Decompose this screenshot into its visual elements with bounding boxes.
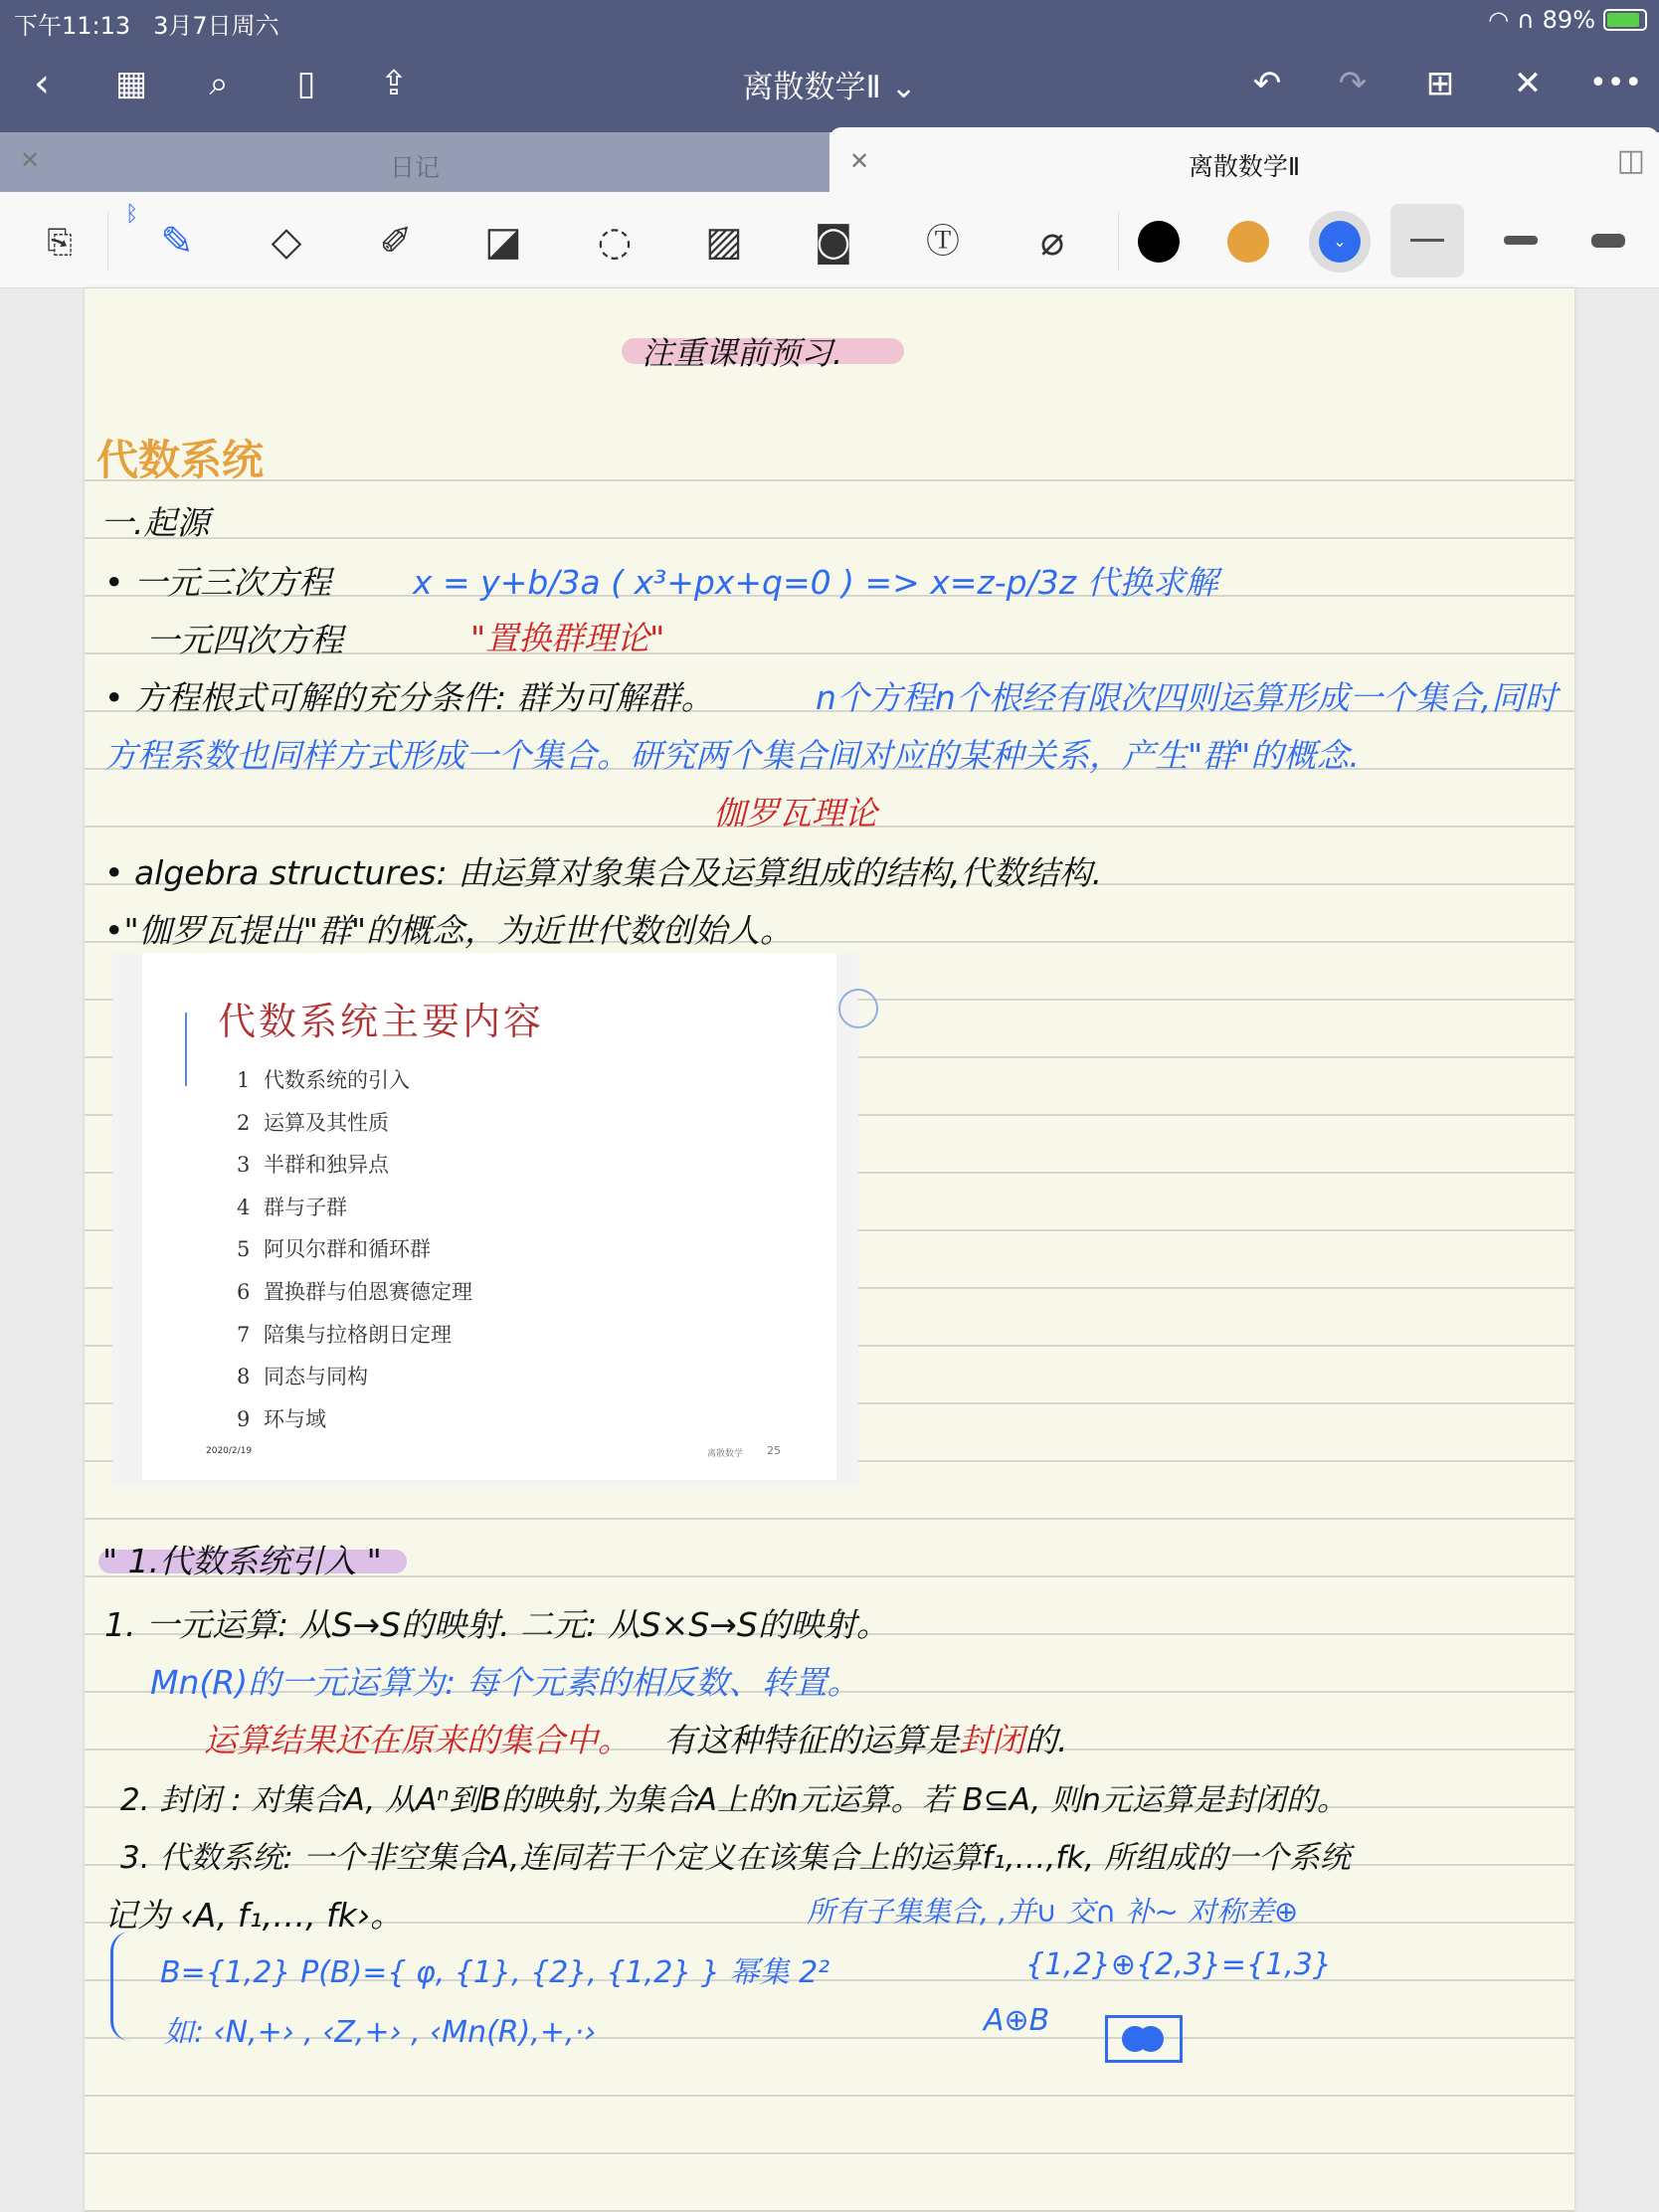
note-line: A⊕B: [984, 2003, 1050, 2038]
note-text: 的.: [1024, 1721, 1068, 1759]
section-heading: 代数系统: [96, 436, 265, 484]
laser-pointer-icon[interactable]: ⌀: [1039, 219, 1065, 265]
slide-item-text: 同态与同构: [264, 1365, 368, 1389]
shapes-tool-icon[interactable]: ◪: [484, 219, 522, 265]
slide-item-text: 运算及其性质: [264, 1110, 389, 1135]
undo-icon[interactable]: ↶: [1252, 64, 1282, 103]
slide-item-text: 环与域: [264, 1406, 326, 1431]
slide-item: [237, 1192, 347, 1221]
share-icon[interactable]: ⇪: [379, 64, 409, 103]
slide-item-text: 群与子群: [264, 1195, 347, 1219]
slide-item-number: 7: [237, 1322, 251, 1347]
slide-item: [237, 1064, 410, 1094]
note-line: 一元四次方程: [146, 621, 343, 659]
date: 3月7日周六: [153, 12, 279, 40]
wifi-icon: ◠: [1488, 6, 1510, 34]
note-line: {1,2}⊕{2,3}={1,3}: [1025, 1947, 1332, 1982]
status-time: [14, 6, 279, 41]
slide-item-text: 代数系统的引入: [264, 1068, 410, 1092]
highlighter-tool-icon[interactable]: ✐: [379, 219, 413, 265]
more-icon[interactable]: •••: [1589, 66, 1643, 100]
slide-page-number: 25: [767, 1444, 781, 1457]
add-page-icon[interactable]: ⊞: [1425, 64, 1455, 103]
note-line: 2. 封闭 : 对集合A, 从Aⁿ到B的映射,为集合A上的n元运算。若 B⊆A, 则n元运算是封闭的。: [120, 1782, 1348, 1818]
slide-title: 代数系统主要内容: [218, 1000, 545, 1043]
ruled-line: [85, 537, 1574, 539]
note-line: Mn(R)的一元运算为: 每个元素的相反数、转置。: [150, 1663, 860, 1702]
note-line: n个方程n个根经有限次四则运算形成一个集合,同时: [816, 678, 1558, 717]
slide-course: 离散数学: [707, 1449, 744, 1459]
pen-tool-icon[interactable]: ✎: [160, 219, 194, 265]
lasso-tool-icon[interactable]: ◌: [597, 219, 633, 265]
text-tool-icon[interactable]: Ⓣ: [926, 222, 960, 262]
color-black[interactable]: [1138, 221, 1180, 263]
note-line: "置换群理论": [470, 619, 665, 657]
slide-item-number: 3: [237, 1153, 251, 1178]
slide-item-number: 9: [237, 1406, 251, 1431]
slide-item-text: 陪集与拉格朗日定理: [264, 1322, 452, 1347]
slide-item: [237, 1361, 368, 1390]
note-line: • 一元三次方程: [104, 563, 331, 602]
close-pen-icon[interactable]: ✕: [1513, 64, 1543, 103]
split-view-icon[interactable]: ◫: [1616, 143, 1645, 178]
divider: [107, 212, 108, 272]
venn-diagram-sketch: [1105, 2015, 1183, 2063]
slide-item-text: 半群和独异点: [264, 1153, 389, 1178]
slide-item-number: 2: [237, 1110, 251, 1135]
note-line: 一.起源: [100, 503, 210, 542]
search-icon[interactable]: ⌕: [209, 64, 229, 103]
slide-item: [237, 1403, 326, 1433]
ruled-line: [85, 2152, 1574, 2154]
close-tab-icon[interactable]: ✕: [849, 147, 870, 175]
image-tool-icon[interactable]: ▨: [705, 219, 743, 265]
document-title[interactable]: 离散数学Ⅱ ⌄: [742, 70, 917, 105]
ruled-line: [85, 1518, 1574, 1520]
slide-item-number: 6: [237, 1280, 251, 1304]
drawing-toolbar: [0, 192, 1659, 288]
slide-item: [237, 1319, 452, 1349]
slide-item: [237, 1107, 389, 1137]
note-line: B={1,2} P(B)={ φ, {1}, {2}, {1,2} } 幂集 2²: [160, 1955, 830, 1990]
note-line: 所有子集集合, ,并∪ 交∩ 补~ 对称差⊕: [807, 1895, 1299, 1929]
note-line: 3. 代数系统: 一个非空集合A,连同若干个定义在该集合上的运算f₁,…,fk, 所组成的一个系统: [120, 1840, 1351, 1876]
color-orange[interactable]: [1227, 221, 1269, 263]
tab-label: 日记: [389, 153, 440, 182]
ruled-line: [85, 479, 1574, 481]
slide-item: [237, 1149, 389, 1179]
camera-tool-icon[interactable]: ◙: [814, 219, 853, 265]
note-line: 方程系数也同样方式形成一个集合。研究两个集合间对应的某种关系，产生"群"的概念.: [104, 736, 1360, 775]
note-line: 如: ‹N,+› , ‹Z,+› , ‹Mn(R),+,·›: [164, 2015, 597, 2050]
eraser-tool-icon[interactable]: ◇: [271, 219, 302, 265]
tab-discrete-math[interactable]: [830, 127, 1659, 192]
note-line: • algebra structures: 由运算对象集合及运算组成的结构,代数结构.: [104, 853, 1103, 892]
note-line: x = y+b/3a ( x³+px+q=0 ) => x=z-p/3z 代换求解: [413, 563, 1218, 602]
ruled-line: [85, 2095, 1574, 2097]
slide-item-text: 阿贝尔群和循环群: [264, 1237, 431, 1262]
highlighted-title: 注重课前预习.: [642, 334, 843, 372]
accent-bar: [185, 1013, 187, 1086]
note-line: 记为 ‹A, f₁,…, fk›。: [104, 1896, 404, 1935]
medium-stroke-button[interactable]: [1504, 236, 1538, 245]
note-text: 有这种特征的运算是: [663, 1721, 959, 1759]
slide-circle-mark: [838, 989, 878, 1028]
close-tab-icon[interactable]: ✕: [20, 146, 41, 174]
notebook-page[interactable]: [85, 288, 1574, 2212]
chevron-down-icon: ⌄: [1319, 221, 1361, 263]
top-bar: [0, 0, 1659, 132]
slide-item-number: 4: [237, 1195, 251, 1219]
note-line: 运算结果还在原来的集合中。: [204, 1721, 631, 1759]
subheading: " 1.代数系统引入 ": [102, 1542, 382, 1580]
slide-item: [237, 1233, 431, 1263]
slide-item-text: 置换群与伯恩赛德定理: [264, 1280, 472, 1304]
status-right: [1488, 6, 1647, 34]
slide-item-number: 5: [237, 1237, 251, 1262]
tab-label: 离散数学Ⅱ: [1188, 152, 1301, 181]
note-line: 伽罗瓦理论: [713, 794, 877, 832]
headphones-icon: ∩: [1517, 6, 1535, 34]
battery-icon: [1603, 9, 1647, 31]
battery-percent: 89%: [1542, 6, 1595, 34]
divider: [1118, 212, 1119, 272]
read-mode-icon[interactable]: ⎘: [47, 223, 73, 261]
tab-diary[interactable]: [0, 132, 830, 192]
back-icon[interactable]: ‹: [34, 61, 50, 106]
redo-icon[interactable]: ↷: [1338, 64, 1368, 103]
pasted-slide-image[interactable]: [112, 953, 858, 1486]
note-line: • 方程根式可解的充分条件: 群为可解群。: [104, 678, 714, 717]
bookmark-icon[interactable]: ▯: [296, 64, 316, 103]
note-line: •"伽罗瓦提出"群"的概念，为近世代数创始人。: [104, 911, 794, 950]
slide: [142, 953, 836, 1480]
arrow-annotation: [110, 1932, 130, 2041]
thin-stroke-button[interactable]: [1390, 204, 1464, 277]
time: 下午11:13: [14, 12, 131, 40]
thick-stroke-button[interactable]: [1591, 234, 1625, 248]
note-text: 封闭: [959, 1721, 1024, 1759]
slide-item: [237, 1276, 472, 1306]
slide-item-number: 8: [237, 1365, 251, 1389]
slide-date: 2020/2/19: [206, 1446, 253, 1456]
slide-item-number: 1: [237, 1068, 251, 1092]
grid-icon[interactable]: ▦: [114, 64, 148, 103]
bluetooth-icon: ᛒ: [125, 202, 139, 227]
note-line: 1. 一元运算: 从S→S的映射. 二元: 从S×S→S的映射。: [104, 1605, 889, 1644]
color-blue-selected[interactable]: [1309, 211, 1371, 273]
